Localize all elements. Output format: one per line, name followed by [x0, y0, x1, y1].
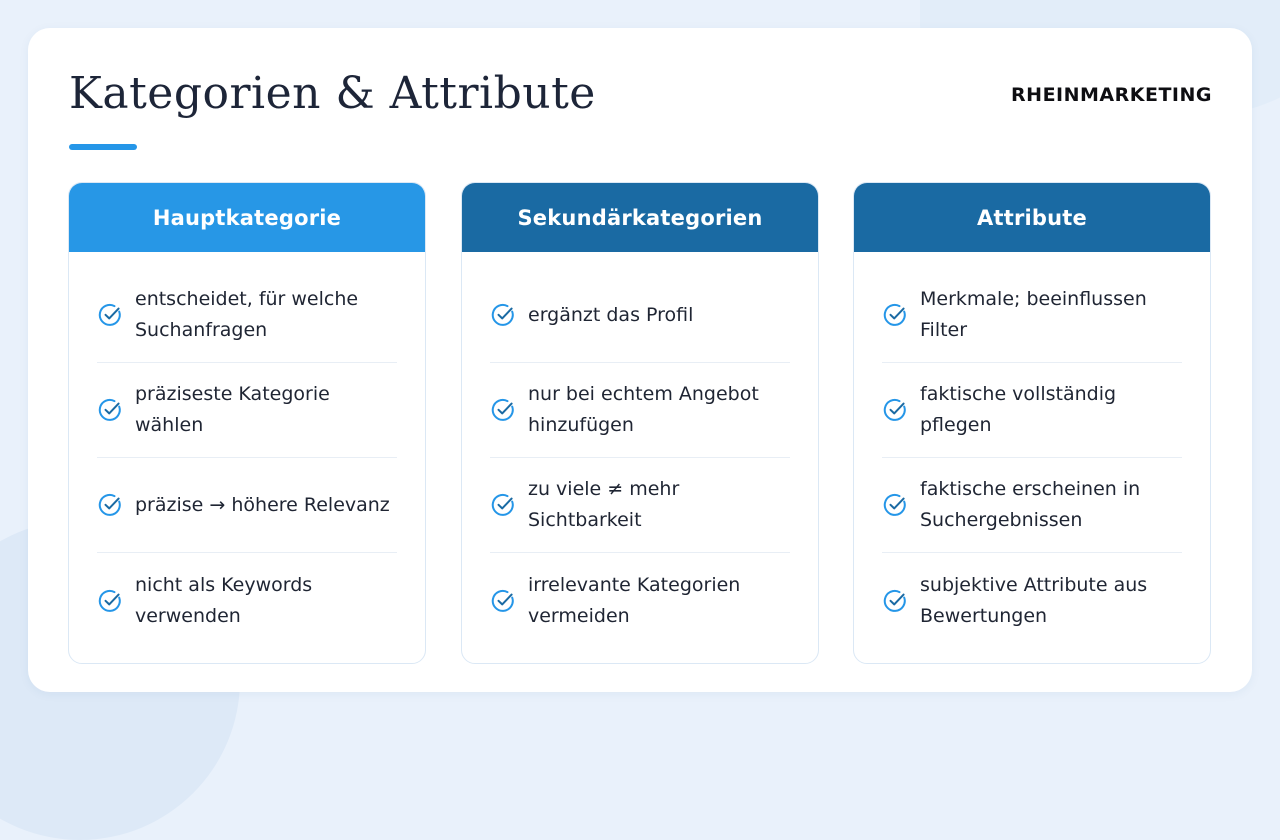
slide	[28, 28, 1252, 692]
check-circle-icon	[490, 397, 516, 423]
list-item	[882, 553, 1182, 648]
item-text: nur bei echtem Angebot hinzufügen	[528, 383, 759, 436]
list-item	[490, 268, 790, 363]
list-item	[97, 458, 397, 553]
check-circle-icon	[490, 588, 516, 614]
list-item	[97, 268, 397, 363]
item-text: faktische erscheinen in Suchergebnissen	[920, 478, 1141, 531]
item-text: subjektive Attribute aus Bewertungen	[920, 573, 1148, 627]
check-circle-icon	[882, 588, 908, 614]
card-hauptkategorie	[68, 182, 426, 664]
logo: RHEINMARKETING	[1011, 84, 1212, 106]
list-item	[97, 553, 397, 648]
page-title: Kategorien & Attribute	[69, 68, 596, 119]
list-item	[490, 363, 790, 458]
item-text: ergänzt das Profil	[528, 303, 694, 326]
card-body	[854, 252, 1210, 648]
check-circle-icon	[882, 492, 908, 518]
card-body	[69, 252, 425, 648]
item-text: entscheidet, für welche Suchanfragen	[135, 288, 359, 341]
check-circle-icon	[882, 397, 908, 423]
card-sekundaerkategorien	[461, 182, 819, 664]
card-header: Hauptkategorie	[69, 183, 425, 252]
card-grid	[68, 182, 1212, 666]
list-item	[490, 458, 790, 553]
item-text: präzise → höhere Relevanz	[135, 493, 390, 516]
card-header: Sekundärkategorien	[462, 183, 818, 252]
list-item	[490, 553, 790, 648]
check-circle-icon	[882, 302, 908, 328]
list-item	[882, 363, 1182, 458]
item-text: präziseste Kategorie wählen	[135, 383, 330, 436]
item-text: Merkmale; beeinflussen Filter	[920, 288, 1147, 341]
item-text: faktische vollständig pflegen	[920, 383, 1117, 436]
check-circle-icon	[97, 397, 123, 423]
list-item	[882, 458, 1182, 553]
title-underline	[69, 144, 137, 150]
check-circle-icon	[490, 302, 516, 328]
item-text: zu viele ≠ mehr Sichtbarkeit	[528, 478, 680, 531]
list-item	[97, 363, 397, 458]
check-circle-icon	[97, 302, 123, 328]
check-circle-icon	[97, 492, 123, 518]
item-text: irrelevante Kategorien vermeiden	[528, 573, 741, 627]
card-body	[462, 252, 818, 648]
card-header: Attribute	[854, 183, 1210, 252]
item-text: nicht als Keywords verwenden	[135, 573, 313, 627]
list-item	[882, 268, 1182, 363]
card-attribute	[853, 182, 1211, 664]
check-circle-icon	[490, 492, 516, 518]
check-circle-icon	[97, 588, 123, 614]
